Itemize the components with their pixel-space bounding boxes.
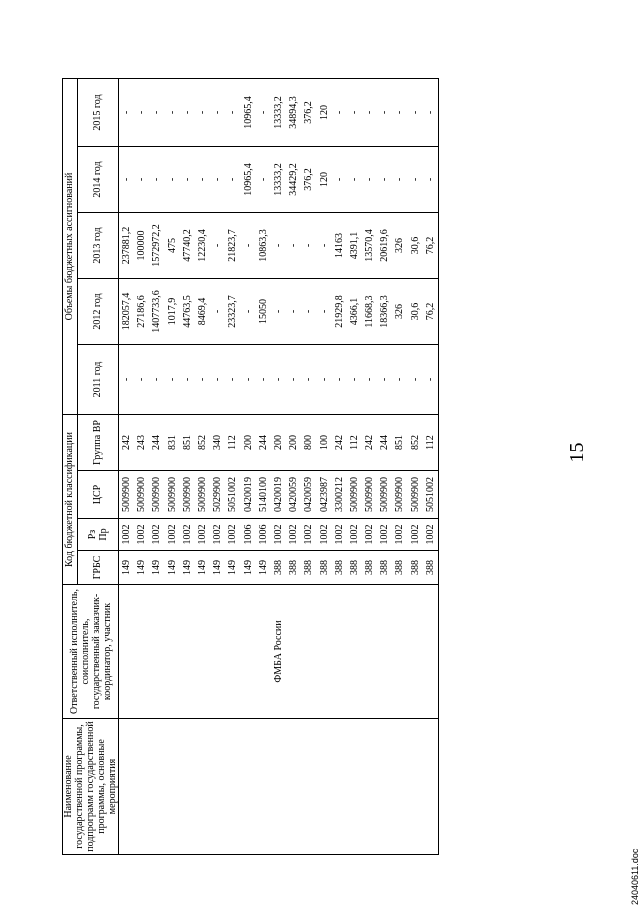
cell-y2011: - (180, 345, 195, 415)
header-executor: Ответственный исполнитель, соисполнитель, государственный заказчик-координатор, участник (63, 585, 119, 719)
cell-vr: 100 (316, 415, 331, 471)
cell-name (256, 719, 271, 855)
cell-name (134, 719, 149, 855)
cell-name (362, 719, 377, 855)
header-vr: Группа ВР (77, 415, 118, 471)
cell-grbs: 388 (408, 551, 423, 585)
header-csr: ЦСР (77, 471, 118, 519)
cell-vr: 112 (347, 415, 362, 471)
header-rzpr: Рз Пр (77, 519, 118, 551)
cell-y2012: 1017,9 (165, 279, 180, 345)
cell-name (210, 719, 225, 855)
cell-rzpr: 1002 (165, 519, 180, 551)
table-body (119, 79, 439, 855)
cell-y2015: - (362, 79, 377, 147)
cell-y2012: 27186,6 (134, 279, 149, 345)
cell-y2013: 100000 (134, 213, 149, 279)
cell-name (377, 719, 392, 855)
cell-y2011: - (347, 345, 362, 415)
cell-grbs: 149 (149, 551, 164, 585)
cell-y2014: 13333,2 (271, 147, 286, 213)
cell-y2014: - (347, 147, 362, 213)
cell-grbs: 388 (362, 551, 377, 585)
cell-rzpr: 1002 (271, 519, 286, 551)
cell-rzpr: 1002 (316, 519, 331, 551)
cell-y2011: - (316, 345, 331, 415)
cell-y2013: 14163 (332, 213, 347, 279)
cell-vr: 852 (195, 415, 210, 471)
cell-name (195, 719, 210, 855)
table-row (271, 79, 286, 855)
table-row (241, 79, 256, 855)
cell-y2011: - (225, 345, 240, 415)
cell-rzpr: 1002 (225, 519, 240, 551)
table-row (149, 79, 164, 855)
cell-y2012: 15050 (256, 279, 271, 345)
cell-executor (256, 585, 271, 719)
header-year-2011: 2011 год (77, 345, 118, 415)
header-grbs: ГРБС (77, 551, 118, 585)
cell-rzpr: 1002 (180, 519, 195, 551)
cell-grbs: 149 (180, 551, 195, 585)
cell-y2012: - (316, 279, 331, 345)
cell-name (347, 719, 362, 855)
cell-y2015: - (149, 79, 164, 147)
cell-y2012: 182057,4 (119, 279, 135, 345)
header-year-2014: 2014 год (77, 147, 118, 213)
cell-vr: 200 (286, 415, 301, 471)
cell-name (408, 719, 423, 855)
cell-y2011: - (134, 345, 149, 415)
cell-name (225, 719, 240, 855)
cell-y2015: - (180, 79, 195, 147)
cell-rzpr: 1002 (408, 519, 423, 551)
table-row (165, 79, 180, 855)
cell-y2015: - (195, 79, 210, 147)
cell-executor (332, 585, 347, 719)
cell-name (286, 719, 301, 855)
cell-y2014: - (377, 147, 392, 213)
table-row (210, 79, 225, 855)
table-row (362, 79, 377, 855)
cell-y2015: - (119, 79, 135, 147)
cell-executor (225, 585, 240, 719)
cell-grbs: 388 (271, 551, 286, 585)
cell-csr: 5140100 (256, 471, 271, 519)
cell-y2011: - (241, 345, 256, 415)
cell-y2012: 8469,4 (195, 279, 210, 345)
cell-executor (316, 585, 331, 719)
footer-filename: 24040611.doc (630, 848, 640, 905)
cell-y2011: - (271, 345, 286, 415)
cell-y2014: - (256, 147, 271, 213)
cell-grbs: 149 (119, 551, 135, 585)
cell-y2011: - (119, 345, 135, 415)
cell-grbs: 388 (301, 551, 316, 585)
cell-y2012: 11668,3 (362, 279, 377, 345)
cell-rzpr: 1002 (149, 519, 164, 551)
cell-grbs: 388 (316, 551, 331, 585)
cell-csr: 5009900 (347, 471, 362, 519)
cell-y2011: - (149, 345, 164, 415)
cell-y2011: - (286, 345, 301, 415)
cell-rzpr: 1002 (332, 519, 347, 551)
cell-rzpr: 1002 (377, 519, 392, 551)
cell-grbs: 149 (225, 551, 240, 585)
cell-y2012: 21929,8 (332, 279, 347, 345)
cell-executor (377, 585, 392, 719)
cell-y2013: 47740,2 (180, 213, 195, 279)
cell-csr: 5009900 (149, 471, 164, 519)
cell-csr: 0420059 (286, 471, 301, 519)
page-number: 15 (566, 442, 588, 463)
cell-name (301, 719, 316, 855)
table-row (316, 79, 331, 855)
table-row (377, 79, 392, 855)
cell-name (332, 719, 347, 855)
cell-y2011: - (423, 345, 439, 415)
table-row (408, 79, 423, 855)
cell-y2014: - (134, 147, 149, 213)
cell-vr: 800 (301, 415, 316, 471)
cell-y2013: 1572972,2 (149, 213, 164, 279)
cell-y2013: 76,2 (423, 213, 439, 279)
cell-y2011: - (165, 345, 180, 415)
header-name: Наименование государственной программы, подпрограмм государственной программы, основные мероприятия (63, 719, 119, 855)
cell-executor (408, 585, 423, 719)
cell-vr: 243 (134, 415, 149, 471)
cell-grbs: 149 (165, 551, 180, 585)
cell-y2012: 44763,5 (180, 279, 195, 345)
cell-rzpr: 1002 (423, 519, 439, 551)
cell-y2011: - (408, 345, 423, 415)
cell-executor (286, 585, 301, 719)
cell-name (241, 719, 256, 855)
cell-executor (392, 585, 407, 719)
cell-grbs: 149 (210, 551, 225, 585)
cell-name (271, 719, 286, 855)
cell-y2015: - (225, 79, 240, 147)
cell-y2011: - (377, 345, 392, 415)
cell-y2012: 76,2 (423, 279, 439, 345)
table-row (256, 79, 271, 855)
cell-executor (195, 585, 210, 719)
cell-y2015: - (347, 79, 362, 147)
cell-executor (149, 585, 164, 719)
cell-y2013: - (316, 213, 331, 279)
cell-y2015: - (165, 79, 180, 147)
cell-vr: 200 (271, 415, 286, 471)
cell-y2015: - (423, 79, 439, 147)
cell-y2011: - (332, 345, 347, 415)
cell-y2015: - (210, 79, 225, 147)
cell-name (316, 719, 331, 855)
cell-y2013: - (301, 213, 316, 279)
cell-vr: 851 (180, 415, 195, 471)
cell-y2014: - (225, 147, 240, 213)
cell-rzpr: 1002 (286, 519, 301, 551)
cell-executor (134, 585, 149, 719)
header-volumes: Объемы бюджетных ассигнований (63, 79, 78, 415)
cell-y2014: - (119, 147, 135, 213)
cell-grbs: 388 (377, 551, 392, 585)
table-row (134, 79, 149, 855)
cell-grbs: 388 (392, 551, 407, 585)
header-year-2012: 2012 год (77, 279, 118, 345)
cell-y2015: 10965,4 (241, 79, 256, 147)
cell-y2012: - (301, 279, 316, 345)
cell-y2012: - (210, 279, 225, 345)
cell-y2013: 12230,4 (195, 213, 210, 279)
cell-rzpr: 1002 (195, 519, 210, 551)
cell-y2015: - (332, 79, 347, 147)
cell-executor (362, 585, 377, 719)
cell-y2013: - (210, 213, 225, 279)
cell-vr: 244 (377, 415, 392, 471)
cell-csr: 5009900 (392, 471, 407, 519)
cell-vr: 851 (392, 415, 407, 471)
cell-y2014: - (180, 147, 195, 213)
cell-y2012: 1407733,6 (149, 279, 164, 345)
table-row (301, 79, 316, 855)
cell-y2014: - (165, 147, 180, 213)
cell-y2013: - (271, 213, 286, 279)
cell-y2013: 21823,7 (225, 213, 240, 279)
cell-csr: 5009900 (408, 471, 423, 519)
cell-vr: 244 (149, 415, 164, 471)
cell-rzpr: 1002 (301, 519, 316, 551)
cell-name (165, 719, 180, 855)
cell-executor (165, 585, 180, 719)
cell-y2015: - (134, 79, 149, 147)
cell-y2013: - (286, 213, 301, 279)
header-year-2015: 2015 год (77, 79, 118, 147)
table-row (392, 79, 407, 855)
cell-y2013: 326 (392, 213, 407, 279)
cell-y2014: 34429,2 (286, 147, 301, 213)
cell-csr: 0420019 (241, 471, 256, 519)
cell-y2014: 120 (316, 147, 331, 213)
cell-executor (119, 585, 135, 719)
cell-y2012: - (286, 279, 301, 345)
cell-y2011: - (195, 345, 210, 415)
cell-y2014: - (332, 147, 347, 213)
cell-csr: 5051002 (225, 471, 240, 519)
cell-y2011: - (362, 345, 377, 415)
cell-y2012: 326 (392, 279, 407, 345)
cell-y2014: - (392, 147, 407, 213)
cell-executor (423, 585, 439, 719)
cell-csr: 5009900 (165, 471, 180, 519)
cell-vr: 831 (165, 415, 180, 471)
cell-y2013: 20619,6 (377, 213, 392, 279)
table-row (180, 79, 195, 855)
cell-rzpr: 1002 (362, 519, 377, 551)
cell-grbs: 388 (286, 551, 301, 585)
cell-name (149, 719, 164, 855)
cell-y2015: - (408, 79, 423, 147)
cell-csr: 5009900 (180, 471, 195, 519)
cell-vr: 340 (210, 415, 225, 471)
cell-y2014: - (195, 147, 210, 213)
cell-y2015: - (377, 79, 392, 147)
cell-vr: 852 (408, 415, 423, 471)
cell-grbs: 388 (347, 551, 362, 585)
cell-vr: 200 (241, 415, 256, 471)
cell-rzpr: 1002 (210, 519, 225, 551)
table-row (423, 79, 439, 855)
cell-executor (210, 585, 225, 719)
cell-y2012: 4366,1 (347, 279, 362, 345)
cell-rzpr: 1002 (347, 519, 362, 551)
cell-y2015: 34894,3 (286, 79, 301, 147)
cell-grbs: 388 (332, 551, 347, 585)
cell-vr: 242 (332, 415, 347, 471)
table-row (332, 79, 347, 855)
cell-y2015: 376,2 (301, 79, 316, 147)
cell-y2013: 475 (165, 213, 180, 279)
header-year-2013: 2013 год (77, 213, 118, 279)
cell-y2012: - (271, 279, 286, 345)
cell-y2014: 10965,4 (241, 147, 256, 213)
cell-y2011: - (392, 345, 407, 415)
cell-y2014: - (408, 147, 423, 213)
cell-executor (347, 585, 362, 719)
cell-vr: 242 (119, 415, 135, 471)
cell-y2011: - (210, 345, 225, 415)
cell-rzpr: 1006 (256, 519, 271, 551)
cell-csr: 5029900 (210, 471, 225, 519)
cell-executor (301, 585, 316, 719)
cell-csr: 5009900 (134, 471, 149, 519)
cell-vr: 242 (362, 415, 377, 471)
cell-csr: 5009900 (362, 471, 377, 519)
cell-csr: 5051002 (423, 471, 439, 519)
cell-grbs: 388 (423, 551, 439, 585)
cell-csr: 3300212 (332, 471, 347, 519)
cell-y2014: - (149, 147, 164, 213)
cell-y2013: 10863,3 (256, 213, 271, 279)
cell-y2015: 13333,2 (271, 79, 286, 147)
cell-y2014: - (210, 147, 225, 213)
cell-vr: 244 (256, 415, 271, 471)
table-row (286, 79, 301, 855)
cell-rzpr: 1006 (241, 519, 256, 551)
table-row (119, 79, 135, 855)
cell-y2014: 376,2 (301, 147, 316, 213)
cell-y2013: - (241, 213, 256, 279)
cell-y2014: - (362, 147, 377, 213)
cell-y2013: 13570,4 (362, 213, 377, 279)
cell-grbs: 149 (256, 551, 271, 585)
cell-name (180, 719, 195, 855)
table-row (225, 79, 240, 855)
table-row (347, 79, 362, 855)
cell-rzpr: 1002 (119, 519, 135, 551)
cell-y2011: - (301, 345, 316, 415)
cell-y2011: - (256, 345, 271, 415)
cell-csr: 0420019 (271, 471, 286, 519)
cell-y2013: 237881,2 (119, 213, 135, 279)
table-row (195, 79, 210, 855)
cell-y2012: 23323,7 (225, 279, 240, 345)
header-budget-code: Код бюджетной классификации (63, 415, 78, 585)
cell-grbs: 149 (195, 551, 210, 585)
cell-csr: 5009900 (195, 471, 210, 519)
cell-csr: 5009900 (377, 471, 392, 519)
cell-csr: 0420059 (301, 471, 316, 519)
cell-y2015: 120 (316, 79, 331, 147)
cell-y2015: - (392, 79, 407, 147)
cell-y2012: - (241, 279, 256, 345)
cell-csr: 5009900 (119, 471, 135, 519)
cell-executor (180, 585, 195, 719)
cell-name (423, 719, 439, 855)
cell-name (119, 719, 135, 855)
cell-rzpr: 1002 (392, 519, 407, 551)
cell-name (392, 719, 407, 855)
cell-grbs: 149 (241, 551, 256, 585)
cell-executor (241, 585, 256, 719)
cell-y2015: - (256, 79, 271, 147)
cell-grbs: 149 (134, 551, 149, 585)
cell-y2013: 30,6 (408, 213, 423, 279)
cell-y2012: 18366,3 (377, 279, 392, 345)
cell-vr: 112 (225, 415, 240, 471)
cell-csr: 0423987 (316, 471, 331, 519)
cell-y2013: 4391,1 (347, 213, 362, 279)
cell-y2012: 30,6 (408, 279, 423, 345)
cell-executor: ФМБА России (271, 585, 286, 719)
cell-vr: 112 (423, 415, 439, 471)
cell-y2014: - (423, 147, 439, 213)
cell-rzpr: 1002 (134, 519, 149, 551)
budget-table (62, 78, 439, 855)
